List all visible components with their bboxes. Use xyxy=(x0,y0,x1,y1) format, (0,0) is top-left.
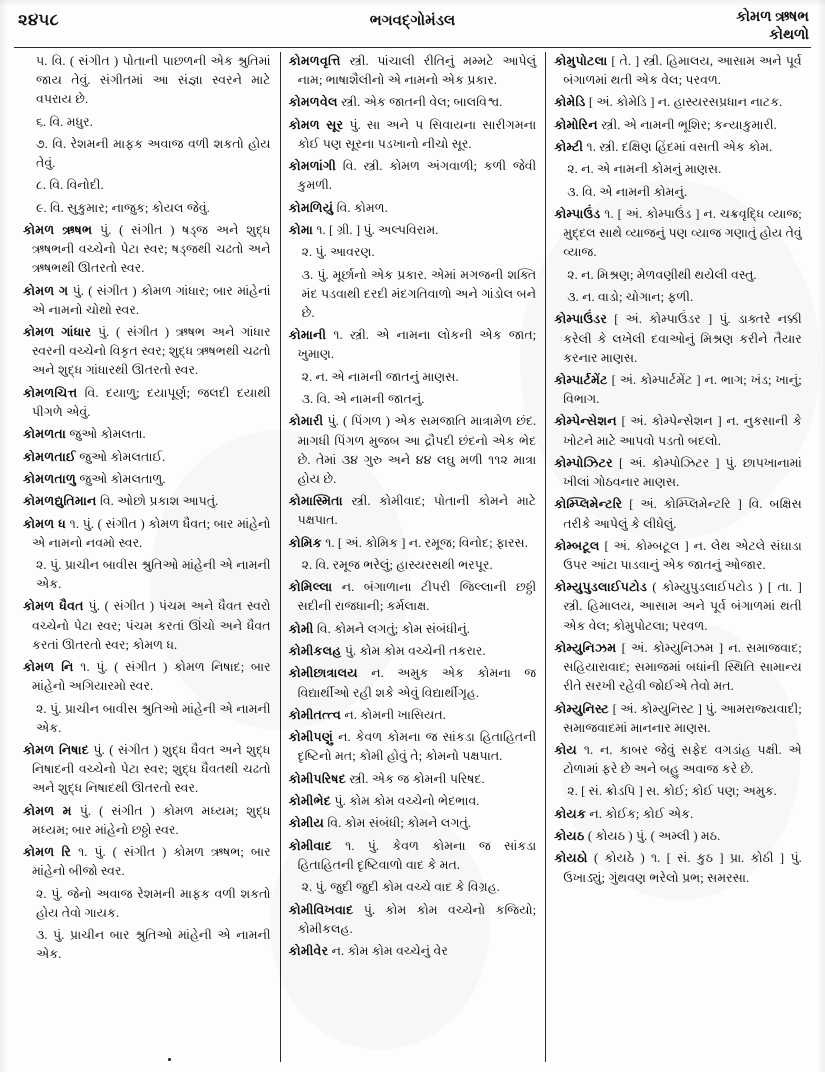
column-divider-rule xyxy=(280,52,281,1062)
headword: કોમળાંગી xyxy=(288,159,337,174)
dictionary-entry: કોમળવૃત્તિ સ્ત્રી. પાંચાલી રીતિનું મમ્મટે આપેલું નામ; ભાષાશૈલીનો એ નામનો એક પ્રકાર. xyxy=(288,54,537,88)
headword: કોમળિયું xyxy=(288,200,334,215)
headword: કોમળવૃત્તિ xyxy=(288,54,341,68)
headword: કોમળ ગાંધાર xyxy=(23,325,92,340)
dictionary-entry: કોમિલ્લા ન. બંગાળાના ટીપરી જિલ્લાની છઠ્ઠી સદીની રાજધાની; કર્મલાક્ષ. xyxy=(288,580,537,614)
guide-words xyxy=(736,9,809,44)
dictionary-entry: કોય ૧. ન. કાબર જેવું સફેદ વગડાંહ પક્ષી. એ ટોળામાં ફરે છે અને બહુ અવાજ કરે છે. xyxy=(554,743,802,777)
dictionary-sense: ૨. ન. એ નામની જાતનું માણસ. xyxy=(301,369,459,384)
dictionary-entry: કોમ્પ્લિમેન્ટરિ [ અં. કોમ્પ્લિમેન્ટરિ ] વિ. બક્ષિસ તરીકે આપેલું કે લીધેલું. xyxy=(554,497,802,531)
headword: કોમી xyxy=(288,621,314,636)
headword: કોમળતા xyxy=(23,427,66,442)
dictionary-entry: કોમળતા જુઓ કોમલતા. xyxy=(23,427,146,442)
dictionary-entry: કોમળ ગાંધાર પું. ( સંગીત ) ઋષભ અને ગાંધાર સ્વરની વચ્ચેનો વિકૃત સ્વર; શુદ્ધ ઋષભથી ચઢતો અને શુદ્ધ ગાંધારથી ઊતરતો સ્વર. xyxy=(23,325,271,378)
dictionary-entry: કોમીપણું ન. કેવળ કોમના જ સાંકડા હિતાહિતની દૃષ્ટિનો મત; કોમી હોવું તે; કોમનો પક્ષપાત. xyxy=(288,730,537,764)
dictionary-entry: કોમળવેલ સ્ત્રી. એક જાતની વેલ; બાલવિશ્વ. xyxy=(288,95,503,110)
dictionary-entry: કોયક ન. કોઈક; કોઈ એક. xyxy=(554,806,694,821)
scan-edge-shading xyxy=(0,0,8,1072)
dictionary-entry: કોમળ ગ પું. ( સંગીત ) કોમળ ગાંધાર; બાર માંહેનાં એ નામનો ચોથો સ્વર. xyxy=(23,283,271,317)
dictionary-sense: ૩. વિ. એ નામની જાતનું. xyxy=(301,392,425,407)
dictionary-entry: કોમળ મ પું. ( સંગીત ) કોમળ મધ્યમ; શુદ્ધ મધ્યમ; બાર માંહેનો છઠ્ઠો સ્વર. xyxy=(23,803,271,837)
headword: કોમળ નિ xyxy=(23,660,74,675)
dictionary-entry: કોમ્પાઉંડર [ અં. કોમ્પાઉંડર ] પું. ડાક્તરે નક્કી કરેલી કે લખેલી દવાઓનું મિશ્રણ કરીને તૈયાર કરનાર માણસ. xyxy=(554,312,802,365)
headword: કોમ્પાર્ટમેંટ xyxy=(554,372,608,387)
headword: કોમળદ્યુતિમાન xyxy=(23,494,97,509)
page-number: ૨૪૫૮ xyxy=(18,10,60,29)
headword: કોમળ ગ xyxy=(23,283,69,298)
dictionary-sense: ૩. વિ. એ નામની કોમનું. xyxy=(567,184,688,199)
headword: કોમ્પાઉંડર xyxy=(554,312,608,327)
dictionary-sense: ૨. પું. પ્રાચીન બાવીસ શ્રુતિઓ માંહેની એ નામની એક. xyxy=(36,701,271,735)
dictionary-sense: ૮. વિ. વિનોદી. xyxy=(36,178,104,193)
dictionary-sense: ૭. વિ. રેશમની માફક અવાજ વળી શકતો હોય તેવું. xyxy=(36,136,271,171)
headword: કોમળચિત્ત xyxy=(23,385,78,400)
headword: કોમીપરિષદ xyxy=(288,771,346,786)
dictionary-entry: કોમ્પેન્સેશન [ અં. કોમ્પેન્સેશન ] ન. નુકસાની કે ખોટને માટે આપવો પડતો બદલો. xyxy=(554,414,802,448)
headword: કોમીવેર xyxy=(288,943,329,958)
dictionary-sense: ૨. પું. જેનો અવાજ રેશમની માફક વળી શકતો હોય તેવો ગાયક. xyxy=(36,886,271,920)
dictionary-entry: કોમ્પાર્ટમેંટ [ અં. કોમ્પાર્ટમેંટ ] ન. ભાગ; ખંડ; ખાનું; વિભાગ. xyxy=(554,372,802,407)
dictionary-sense: ૩. પું. પ્રાચીન બાર શ્રુતિઓ માંહેની એ નામની એક. xyxy=(36,928,271,962)
dictionary-entry: કોમળ રિ ૧. પું. ( સંગીત ) કોમળ ઋષભ; બાર માંહેનો બીજો સ્વર. xyxy=(23,845,271,879)
dictionary-entry: કોમીપરિષદ સ્ત્રી. એક જ કોમની પરિષદ. xyxy=(288,771,485,786)
headword: કોમળ મ xyxy=(23,803,72,818)
dictionary-entry: કોમીવિખવાદ પું. કોમ કોમ વચ્ચેનો કજિયો; કોમીકલહ. xyxy=(288,902,537,936)
dictionary-entry: કોમારી પું. ( પિંગળ ) એક સમજાતિ માત્રામેળ છંદ. માગધી પિંગળ મુજબ આ દ્રૌપદી છંદનો એક ભેદ છે. તેમાં ૩૪ ગુરુ અને ૪૪ લઘુ મળી ૧૧૨ માત્રા હોય છે. xyxy=(288,414,537,486)
page-header xyxy=(0,0,825,48)
dictionary-entry: કોમેડિ [ અં. કોમેડિ ] ન. હાસ્યરસપ્રધાન નાટક. xyxy=(554,95,783,110)
headword: કોમારી xyxy=(288,414,324,429)
page-footer-mark xyxy=(168,1058,171,1061)
headword: કોમીછાત્રાલય xyxy=(288,666,358,681)
headword: કોમોરિન xyxy=(554,117,598,132)
column-container xyxy=(14,52,811,1062)
dictionary-entry: કોમીકલહ પું. કોમ કોમ વચ્ચેની તકરાર. xyxy=(288,644,486,659)
dictionary-entry: કોમળદ્યુતિમાન વિ. ઓછો પ્રકાશ આપતું. xyxy=(23,494,219,509)
headword: કોમ્પાઉંડ xyxy=(554,207,601,222)
dictionary-entry: કોમળ સૂર પું. સા અને પ સિવાયના સારીગમના કોઈ પણ સૂરના પડખાનો નીચો સૂર. xyxy=(288,117,537,151)
text-column-3 xyxy=(545,52,811,1062)
dictionary-entry: કોમળચિત્ત વિ. દયાળુ; દયાપૂર્ણ; જલદી દયાથી પીગળે એવું. xyxy=(23,385,271,419)
text-column-1 xyxy=(14,52,280,1062)
headword: કોમ્પોઝિટર xyxy=(554,455,613,470)
headword: કોમીકલહ xyxy=(288,644,342,659)
headword: કોમા xyxy=(288,223,314,238)
dictionary-entry: કોયઠો ( કોયઠે ) ૧. [ સં. કુઠ ] પ્રા. કોઠી ] પું. ઉખાડ્યું; ગુંથવણ ભરેલો પ્રભ; સમરસા. xyxy=(554,851,802,885)
dictionary-sense: ૬. વિ. મધુર. xyxy=(36,114,93,129)
dictionary-entry: કોયઠ ( કોયઠ ) પું. ( અમ્લી ) મઠ. xyxy=(554,829,721,844)
scan-edge-shading xyxy=(817,0,825,1072)
dictionary-sense: ૨. પું. આવરણ. xyxy=(301,245,375,260)
column-divider-rule xyxy=(545,52,546,1062)
headword: કોમીવાદ xyxy=(288,838,332,853)
dictionary-entry: કોમાસ્મિતા સ્ત્રી. કોમીવાદ; પોતાની કોમને માટે પક્ષપાત. xyxy=(288,494,537,528)
headword: કોમીપણું xyxy=(288,730,334,745)
dictionary-entry: કોમા ૧. [ ગ્રી. ] પું. અલ્પવિરામ. xyxy=(288,223,439,238)
headword: કોમેડિ xyxy=(554,95,586,110)
running-title: ભગવદ્‌ગોમંડલ xyxy=(369,13,456,29)
headword: કોમ્યુનિઝમ xyxy=(554,640,617,655)
headword: કોમીય xyxy=(288,816,325,831)
dictionary-entry: કોમળ નિષાદ પું. ( સંગીત ) શુદ્ધ ધૈવત અને શુદ્ધ નિષાદની વચ્ચેનો પેટા સ્વર; શુદ્ધ ધૈવતથી ચઢતો અને શુદ્ધ નિષાદથી ઊતરતો સ્વર. xyxy=(23,743,271,796)
dictionary-entry: કોમળ ધ ૧. પું. ( સંગીત ) કોમળ ધૈવત; બાર માંહેનો એ નામનો નવમો સ્વર. xyxy=(23,516,271,550)
headword: કોમીતત્ત્વ xyxy=(288,707,342,722)
headword: કોમળતાળુ xyxy=(23,471,77,486)
dictionary-entry: કોમીય વિ. કોમ સંબંધી; કોમને લગતું. xyxy=(288,816,472,831)
headword: કોમીભેદ xyxy=(288,794,332,809)
headword: કોમ્બટૂલ xyxy=(554,538,600,553)
headword: કોય xyxy=(554,743,577,758)
dictionary-entry: કોમળતાઈ જુઓ કોમલતાઈ. xyxy=(23,449,166,464)
headword: કોમ્પ્લિમેન્ટરિ xyxy=(554,497,623,512)
dictionary-sense: ૨. વિ. રમૂજ ભરેલું; હાસ્યરસથી ભરપૂર. xyxy=(301,558,493,572)
dictionary-entry: કોમાની ૧. સ્ત્રી. એ નામના લોકની એક જાત; ખુમાણ. xyxy=(288,328,537,362)
dictionary-sense: ૩. ન. વાડો; ચોગાન; ફળી. xyxy=(567,290,694,305)
dictionary-entry: કોમીવેર ન. કોમ કોમ વચ્ચેનું વેર xyxy=(288,943,448,958)
dictionary-entry: કોમીછાત્રાલય ન. અમુક એક કોમના જ વિદ્યાર્થીઓ રહી શકે એવું વિદ્યાર્થીગૃહ. xyxy=(288,666,537,700)
dictionary-entry: કોમીવાદ ૧. પું. કેવળ કોમના જ સાંકડા હિતાહિતની દૃષ્ટિવાળો વાદ કે મત. xyxy=(288,838,537,872)
guide-word-last: કોથળો xyxy=(769,26,809,43)
headword: કોમાની xyxy=(288,328,327,343)
dictionary-entry: કોમીભેદ પું. કોમ કોમ વચ્ચેનો ભેદભાવ. xyxy=(288,794,480,809)
headword: કોમળ ધ xyxy=(23,516,66,531)
dictionary-sense: ૨. ન. એ નામની કોમનું માણસ. xyxy=(567,162,722,177)
headword: કોમળ ઋષભ xyxy=(23,223,93,238)
headword: કોમાસ્મિતા xyxy=(288,494,343,509)
header-divider-rule xyxy=(14,47,811,48)
dictionary-sense: ૩. પું. મૂર્છાનો એક પ્રકાર. એમાં મગજની શક્તિ મંદ પડવાથી દરદી મંદગતિવાળો અને ગાંડોલ બને છે. xyxy=(301,267,537,320)
headword: કોમ્યુનિસ્ટ xyxy=(554,701,609,716)
headword: કોમળતાઈ xyxy=(23,449,76,464)
dictionary-entry: કોમુપોટલા [ તે. ] સ્ત્રી. હિમાલય, આસામ અને પૂર્વ બંગાળમાં થતી એક વેલ; પરવળ. xyxy=(554,54,802,88)
headword: કોમિલ્લા xyxy=(288,580,333,595)
dictionary-entry: કોમળિયું વિ. કોમળ. xyxy=(288,200,388,215)
headword: કોમ્યુપુડલાઈપટોડ xyxy=(554,580,647,595)
dictionary-entry: કોમળાંગી વિ. સ્ત્રી. કોમળ અંગવાળી; કળી જેવી કુમળી. xyxy=(288,159,537,193)
headword: કોમળ નિષાદ xyxy=(23,743,89,758)
dictionary-sense: ૫. વિ. ( સંગીત ) પોતાની પાછળની એક શ્રુતિમાં જાય તેવું. સંગીતમાં આ સંજ્ઞા સ્વરને માટે વપરાય છે. xyxy=(36,54,271,107)
dictionary-entry: કોમળતાળુ જુઓ કોમલતાળુ. xyxy=(23,471,166,486)
headword: કોયઠો xyxy=(554,851,588,866)
headword: કોમળ સૂર xyxy=(288,117,344,132)
dictionary-sense: ૨. [ સં. ક્રોડપિ ] સ. કોઈ; કોઈ પણ; અમુક. xyxy=(567,784,777,799)
headword: કોયક xyxy=(554,806,587,821)
dictionary-entry: કોમળ ઋષભ પું. ( સંગીત ) ષડ્જ અને શુદ્ધ ઋષભની વચ્ચેનો પેટા સ્વર; ષડ્જથી ચઢતો અને ઋષભથી ઊતરતો સ્વર. xyxy=(23,223,271,276)
headword: કોમળ ધૈવત xyxy=(23,599,84,614)
headword: કોમુપોટલા xyxy=(554,54,608,68)
headword: કોમિક xyxy=(288,535,322,550)
dictionary-entry: કોમિક ૧. [ અં. કોમિક ] ન. રમૂજ; વિનોદ; ફારસ. xyxy=(288,535,528,550)
dictionary-entry: કોમ્યુનિઝમ [ અં. કોમ્યુનિઝમ ] ન. સમાજવાદ; સહિયારાવાદ; સમાજમાં બધાંની સ્થિતિ સામાન્ય રીતે સરખી રહેવી જોઈએ તેવો મત. xyxy=(554,640,802,694)
dictionary-entry: કોમળ નિ ૧. પું. ( સંગીત ) કોમળ નિષાદ; બાર માંહેનો અગિયારમો સ્વર. xyxy=(23,660,271,694)
dictionary-entry: કોમ્બટૂલ [ અં. કોમ્બટૂલ ] ન. લેથ એટલે સંઘાડા ઉપર આંટા પાડવાનું એક જાતનું ઓજાર. xyxy=(554,538,802,572)
headword: કોમળ રિ xyxy=(23,845,72,860)
headword: કોમીવિખવાદ xyxy=(288,902,354,917)
headword: કોમ્ટી xyxy=(554,140,584,155)
dictionary-entry: કોમ્ટી ૧. સ્ત્રી. દક્ષિણ હિંદમાં વસતી એક કોમ. xyxy=(554,140,773,155)
dictionary-entry: કોમી વિ. કોમને લગતું; કોમ સંબંધીનું. xyxy=(288,621,470,636)
headword: કોયઠ xyxy=(554,829,585,844)
dictionary-sense: ૨. પું. પ્રાચીન બાવીસ શ્રુતિઓ માંહેની એ નામની એક. xyxy=(36,558,271,592)
headword: કોમ્પેન્સેશન xyxy=(554,414,617,429)
dictionary-entry: કોમ્પોઝિટર [ અં. કોમ્પોઝિટર ] પું. છાપખાનામાં ખીલાં ગોઠવનાર માણસ. xyxy=(554,455,802,490)
dictionary-entry: કોમળ ધૈવત પું. ( સંગીત ) પંચમ અને ધૈવત સ્વરો વચ્ચેનો પેટા સ્વર; પંચમ કરતાં ઊંચો અને ધૈવત કરતાં ઊતરતો સ્વર; કોમળ ધ. xyxy=(23,599,271,652)
dictionary-sense: ૨. ન. મિશ્રણ; મેળવણીથી થયેલી વસ્તુ. xyxy=(567,267,757,282)
guide-word-first: કોમળ ઋષભ xyxy=(736,9,809,25)
text-column-2 xyxy=(280,52,546,1062)
dictionary-sense: ૨. પું. જુદી જુદી કોમ વચ્ચે વાદ કે વિગ્રહ. xyxy=(301,880,500,895)
dictionary-entry: કોમ્યુનિસ્ટ [ અં. કોમ્યુનિસ્ટ ] પું. આમરાજ્યવાદી; સમાજવાદમાં માનનાર માણસ. xyxy=(554,701,802,735)
dictionary-sense: ૯. વિ. સુકુમાર; નાજુક; કોયલ જેવું. xyxy=(36,200,210,215)
dictionary-entry: કોમ્યુપુડલાઈપટોડ ( કોમ્યુપુડલાઈપટોડ ) [ તા. ] સ્ત્રી. હિમાલય, આસામ અને પૂર્વ બંગાળમાં થતી એક વેલ; કોમુપોટલા; પરવળ. xyxy=(554,580,802,633)
dictionary-entry: કોમોરિન સ્ત્રી. એ નામની ભૂશિર; કન્યાકુમારી. xyxy=(554,117,777,132)
dictionary-entry: કોમ્પાઉંડ ૧. [ અં. કોમ્પાઉંડ ] ન. ચક્રવૃદ્ધિ વ્યાજ; મુદ્દલ સાથે વ્યાજનું પણ વ્યાજ ગણાતું હોય તેવું વ્યાજ. xyxy=(554,207,802,260)
headword: કોમળવેલ xyxy=(288,95,338,110)
dictionary-entry: કોમીતત્ત્વ ન. કોમની ખાસિયત. xyxy=(288,707,446,722)
